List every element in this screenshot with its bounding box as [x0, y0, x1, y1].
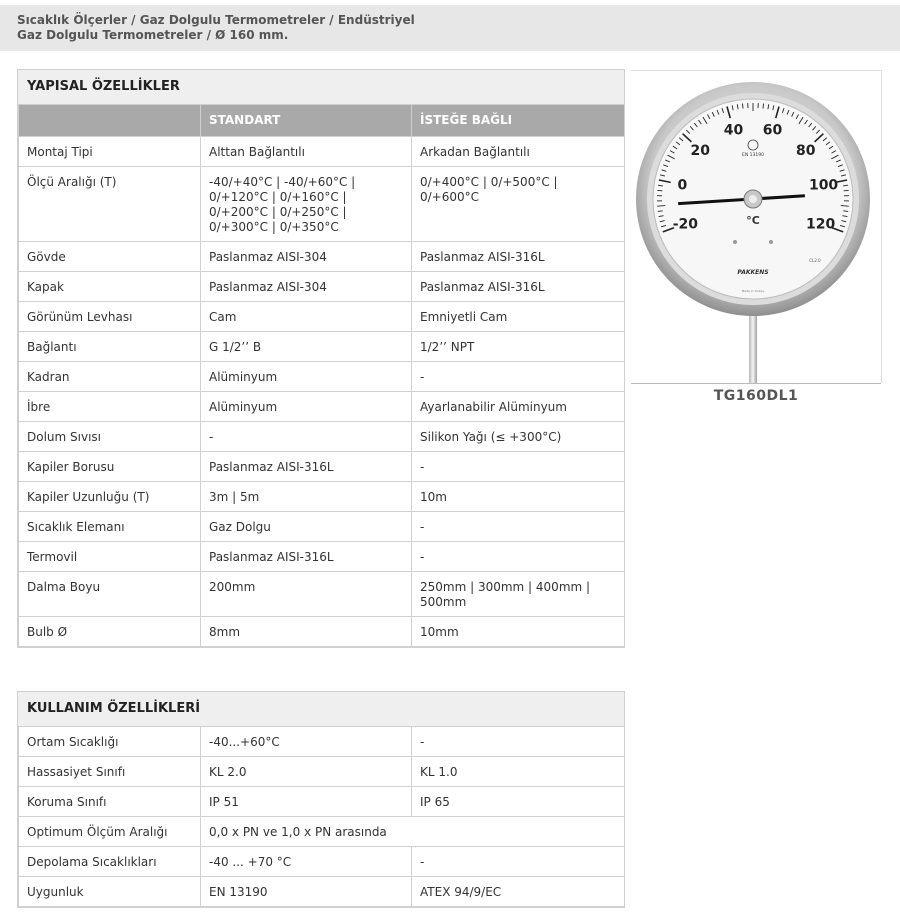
- spec-standard-value: 0,0 x PN ve 1,0 x PN arasında: [201, 817, 625, 847]
- scale-label: 80: [796, 143, 816, 160]
- spec-standard-value: -40...+60°C: [201, 727, 412, 757]
- spec-standard-value: Paslanmaz AISI-304: [201, 242, 412, 272]
- dial-screw: [733, 240, 737, 244]
- product-image[interactable]: [631, 70, 882, 383]
- spec-label: Kapiler Borusu: [19, 452, 201, 482]
- table-row: [19, 817, 625, 847]
- spec-standard-value: -: [201, 422, 412, 452]
- spec-standard-value: -40 ... +70 °C: [201, 847, 412, 877]
- spec-label: Depolama Sıcaklıkları: [19, 847, 201, 877]
- scale-label: 0: [677, 177, 688, 194]
- spec-label: Optimum Ölçüm Aralığı: [19, 817, 201, 847]
- table-row: [19, 727, 625, 757]
- dial-unit-label: °C: [746, 214, 760, 227]
- table-header-row: [19, 105, 625, 137]
- breadcrumb-line-2: Gaz Dolgulu Termometreler / Ø 160 mm.: [17, 28, 289, 42]
- scale-label: 20: [690, 143, 710, 160]
- breadcrumb[interactable]: [17, 13, 437, 43]
- table-row: [19, 542, 625, 572]
- usage-specs-table: [18, 726, 625, 907]
- spec-label: Termovil: [19, 542, 201, 572]
- scale-label: 100: [808, 177, 839, 194]
- spec-standard-value: G 1/2’’ B: [201, 332, 412, 362]
- spec-standard-value: 3m | 5m: [201, 482, 412, 512]
- table-row: [19, 362, 625, 392]
- table-row: [19, 272, 625, 302]
- column-header-optional: İSTEĞE BAĞLI: [412, 105, 625, 137]
- spec-label: Uygunluk: [19, 877, 201, 907]
- spec-optional-value: 10m: [412, 482, 625, 512]
- usage-specs-section: [17, 691, 625, 908]
- thermometer-image: [631, 71, 881, 383]
- spec-standard-value: KL 2.0: [201, 757, 412, 787]
- dial-brand-logo: PAKKENS: [737, 269, 769, 276]
- spec-optional-value: Silikon Yağı (≤ +300°C): [412, 422, 625, 452]
- scale-tick: [843, 211, 848, 212]
- scale-tick: [658, 211, 663, 212]
- spec-label: Bulb Ø: [19, 617, 201, 647]
- spec-optional-value: Ayarlanabilir Alüminyum: [412, 392, 625, 422]
- section-title: KULLANIM ÖZELLİKLERİ: [18, 692, 624, 726]
- spec-optional-value: -: [412, 362, 625, 392]
- spec-optional-value: Arkadan Bağlantılı: [412, 137, 625, 167]
- structural-specs-table: [18, 104, 625, 647]
- breadcrumb-bar: [0, 5, 900, 51]
- spec-optional-value: -: [412, 847, 625, 877]
- spec-optional-value: -: [412, 512, 625, 542]
- spec-label: İbre: [19, 392, 201, 422]
- spec-standard-value: IP 51: [201, 787, 412, 817]
- table-row: [19, 167, 625, 242]
- table-row: [19, 617, 625, 647]
- spec-optional-value: -: [412, 727, 625, 757]
- product-model[interactable]: TG160DL1: [713, 388, 799, 404]
- spec-standard-value: 200mm: [201, 572, 412, 617]
- table-row: [19, 787, 625, 817]
- scale-tick: [763, 104, 764, 109]
- spec-standard-value: Alüminyum: [201, 392, 412, 422]
- spec-optional-value: IP 65: [412, 787, 625, 817]
- table-row: [19, 757, 625, 787]
- spec-label: Ortam Sıcaklığı: [19, 727, 201, 757]
- table-row: [19, 572, 625, 617]
- table-row: [19, 877, 625, 907]
- spec-label: Sıcaklık Elemanı: [19, 512, 201, 542]
- table-row: [19, 452, 625, 482]
- spec-optional-value: Emniyetli Cam: [412, 302, 625, 332]
- spec-optional-value: 10mm: [412, 617, 625, 647]
- pointer-hub-cap: [749, 195, 757, 203]
- table-row: [19, 137, 625, 167]
- table-row: [19, 422, 625, 452]
- spec-label: Hassasiyet Sınıfı: [19, 757, 201, 787]
- spec-optional-value: Paslanmaz AISI-316L: [412, 272, 625, 302]
- table-row: [19, 302, 625, 332]
- dial-screw: [769, 240, 773, 244]
- spec-standard-value: EN 13190: [201, 877, 412, 907]
- product-panel: [631, 70, 881, 404]
- spec-label: Bağlantı: [19, 332, 201, 362]
- spec-label: Kadran: [19, 362, 201, 392]
- table-row: [19, 332, 625, 362]
- spec-standard-value: Alüminyum: [201, 362, 412, 392]
- table-row: [19, 847, 625, 877]
- spec-standard-value: Gaz Dolgu: [201, 512, 412, 542]
- scale-label: 60: [762, 122, 783, 139]
- spec-optional-value: 1/2’’ NPT: [412, 332, 625, 362]
- scale-label: 120: [806, 216, 836, 233]
- dial-fine-print: Made in Turkey: [741, 289, 765, 293]
- breadcrumb-line-1: Sıcaklık Ölçerler / Gaz Dolgulu Termometreler / Endüstriyel: [17, 13, 415, 27]
- table-row: [19, 512, 625, 542]
- column-header-standard: STANDART: [201, 105, 412, 137]
- spec-standard-value: Paslanmaz AISI-304: [201, 272, 412, 302]
- scale-tick: [841, 206, 849, 207]
- spec-standard-value: Paslanmaz AISI-316L: [201, 452, 412, 482]
- spec-label: Dalma Boyu: [19, 572, 201, 617]
- spec-optional-value: 250mm | 300mm | 400mm | 500mm: [412, 572, 625, 617]
- spec-optional-value: ATEX 94/9/EC: [412, 877, 625, 907]
- column-header: [19, 105, 201, 137]
- structural-specs-section: [17, 69, 625, 648]
- dial-class-label: CL2.0: [809, 258, 821, 263]
- spec-label: Kapiler Uzunluğu (T): [19, 482, 201, 512]
- spec-label: Montaj Tipi: [19, 137, 201, 167]
- spec-label: Gövde: [19, 242, 201, 272]
- divider: [631, 383, 881, 384]
- spec-label: Görünüm Levhası: [19, 302, 201, 332]
- scale-tick: [657, 206, 665, 207]
- spec-standard-value: -40/+40°C | -40/+60°C | 0/+120°C | 0/+160°C | 0/+200°C | 0/+250°C | 0/+300°C | 0/+350°C: [201, 167, 412, 242]
- spec-label: Ölçü Aralığı (T): [19, 167, 201, 242]
- scale-label: -20: [672, 216, 698, 233]
- spec-standard-value: 8mm: [201, 617, 412, 647]
- section-title: YAPISAL ÖZELLİKLER: [18, 70, 624, 104]
- scale-label: 40: [723, 122, 744, 139]
- table-row: [19, 242, 625, 272]
- spec-optional-value: 0/+400°C | 0/+500°C | 0/+600°C: [412, 167, 625, 242]
- spec-optional-value: -: [412, 452, 625, 482]
- spec-label: Koruma Sınıfı: [19, 787, 201, 817]
- spec-optional-value: -: [412, 542, 625, 572]
- spec-label: Dolum Sıvısı: [19, 422, 201, 452]
- dial-standard-label: EN 13190: [742, 153, 764, 158]
- spec-standard-value: Cam: [201, 302, 412, 332]
- scale-tick: [742, 104, 743, 109]
- spec-standard-value: Paslanmaz AISI-316L: [201, 542, 412, 572]
- spec-optional-value: KL 1.0: [412, 757, 625, 787]
- spec-optional-value: Paslanmaz AISI-316L: [412, 242, 625, 272]
- table-row: [19, 392, 625, 422]
- table-row: [19, 482, 625, 512]
- spec-label: Kapak: [19, 272, 201, 302]
- spec-standard-value: Alttan Bağlantılı: [201, 137, 412, 167]
